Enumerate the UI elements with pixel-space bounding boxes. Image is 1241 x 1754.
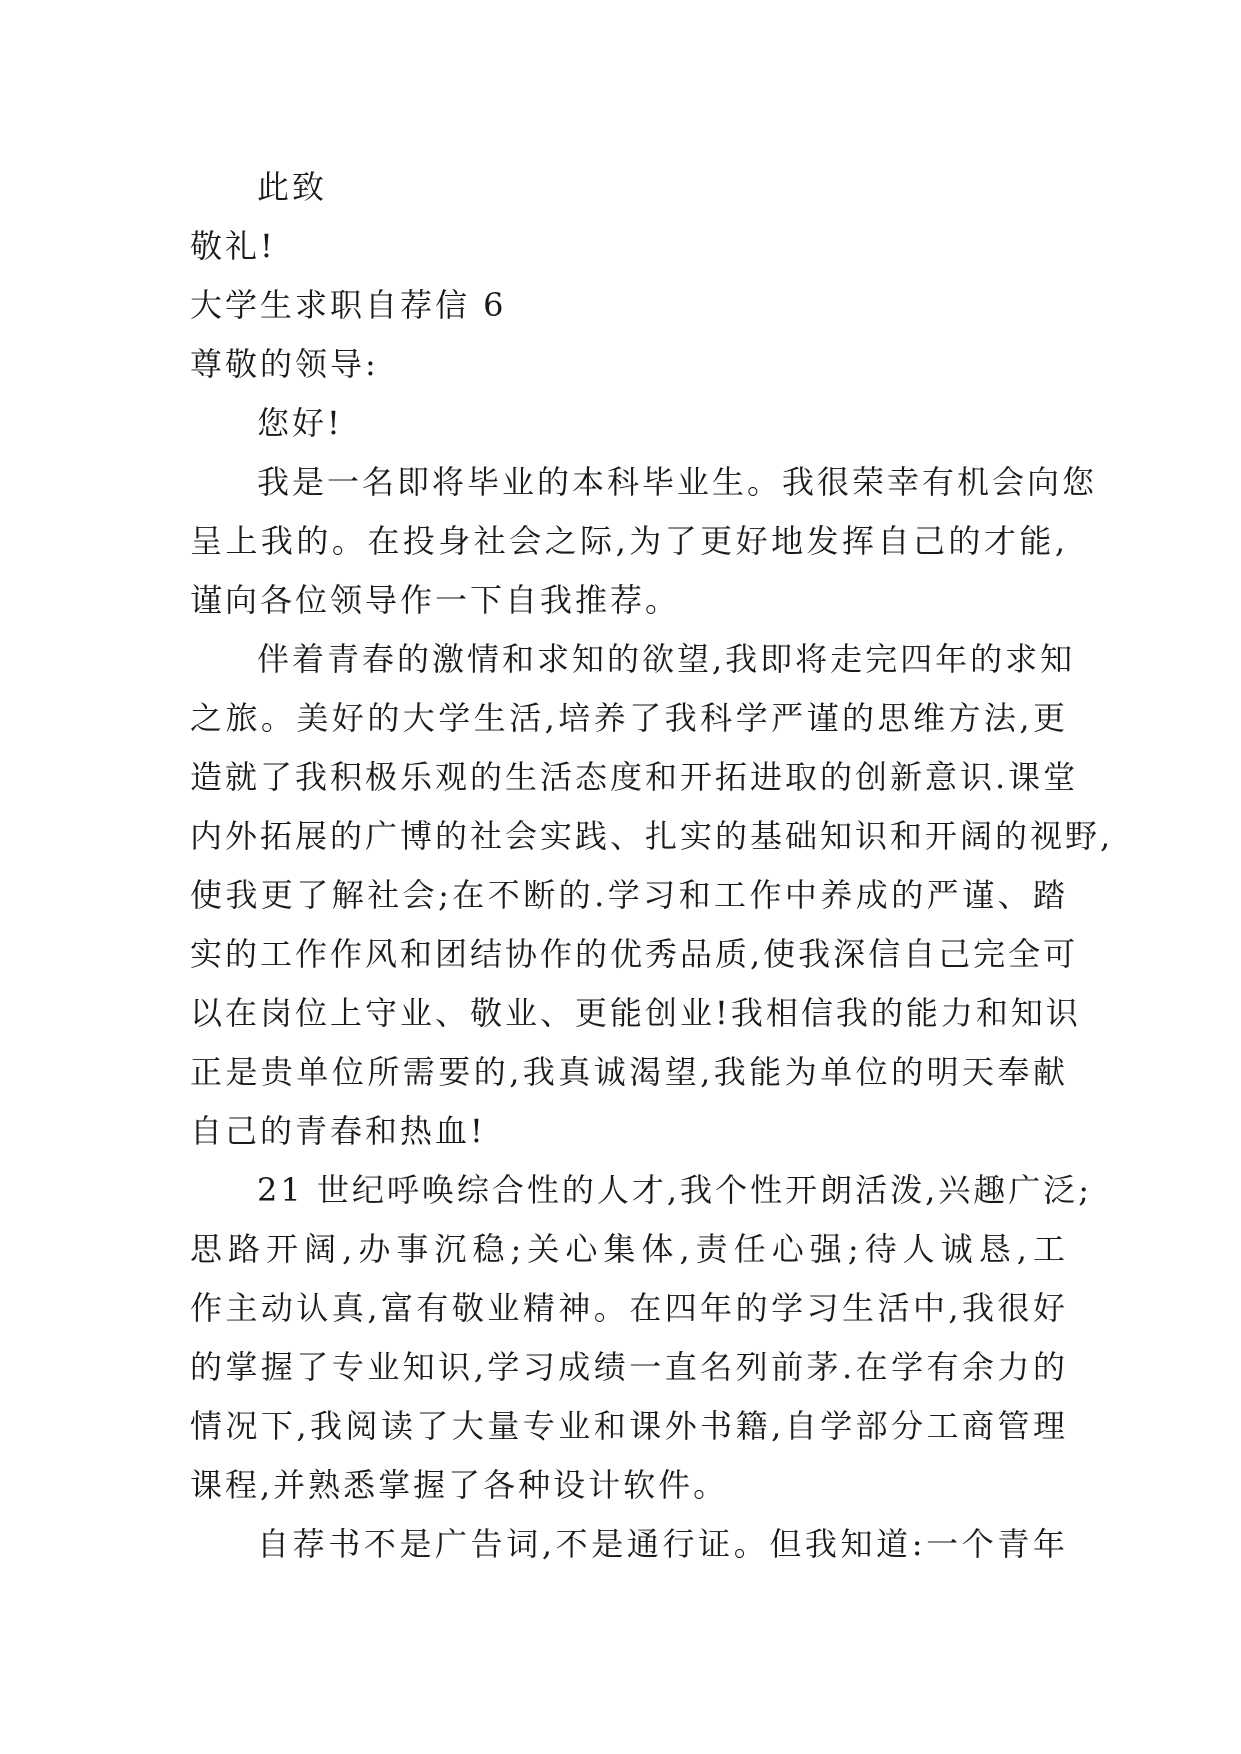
- text-line: 伴着青春的激情和求知的欲望,我即将走完四年的求知: [257, 640, 1076, 678]
- text-line: 谨向各位领导作一下自我推荐。: [190, 581, 681, 619]
- text-line: 21 世纪呼唤综合性的人才,我个性开朗活泼,兴趣广泛;: [257, 1171, 1093, 1209]
- text-line: 课程,并熟悉掌握了各种设计软件。: [190, 1466, 729, 1504]
- text-line: 内外拓展的广博的社会实践、扎实的基础知识和开阔的视野,: [190, 817, 1114, 855]
- text-line: 自己的青春和热血!: [190, 1112, 486, 1150]
- letter-body: [190, 158, 1114, 1574]
- text-line: 的掌握了专业知识,学习成绩一直名列前茅.在学有余力的: [190, 1348, 1068, 1386]
- text-line: 大学生求职自荐信 6: [190, 286, 507, 324]
- text-line: 以在岗位上守业、敬业、更能创业!我相信我的能力和知识: [190, 994, 1081, 1032]
- text-line: 您好!: [257, 404, 343, 442]
- text-line: 自荐书不是广告词,不是通行证。但我知道:一个青年: [257, 1525, 1068, 1563]
- text-line: 呈上我的。在投身社会之际,为了更好地发挥自己的才能,: [190, 522, 1068, 560]
- text-line: 此致: [257, 168, 328, 206]
- text-line: 正是贵单位所需要的,我真诚渴望,我能为单位的明天奉献: [190, 1053, 1068, 1091]
- text-line: 之旅。美好的大学生活,培养了我科学严谨的思维方法,更: [190, 699, 1068, 737]
- text-line: 实的工作作风和团结协作的优秀品质,使我深信自己完全可: [190, 935, 1079, 973]
- text-line: 我是一名即将毕业的本科毕业生。我很荣幸有机会向您: [257, 463, 1098, 501]
- text-line: 作主动认真,富有敬业精神。在四年的学习生活中,我很好: [190, 1289, 1068, 1327]
- text-line: 造就了我积极乐观的生活态度和开拓进取的创新意识.课堂: [190, 758, 1079, 796]
- text-line: 使我更了解社会;在不断的.学习和工作中养成的严谨、踏: [190, 876, 1068, 914]
- text-line: 情况下,我阅读了大量专业和课外书籍,自学部分工商管理: [190, 1407, 1068, 1445]
- text-line: 尊敬的领导:: [190, 345, 379, 383]
- text-line: 思路开阔,办事沉稳;关心集体,责任心强;待人诚恳,工: [190, 1230, 1068, 1268]
- text-line: 敬礼!: [190, 227, 276, 265]
